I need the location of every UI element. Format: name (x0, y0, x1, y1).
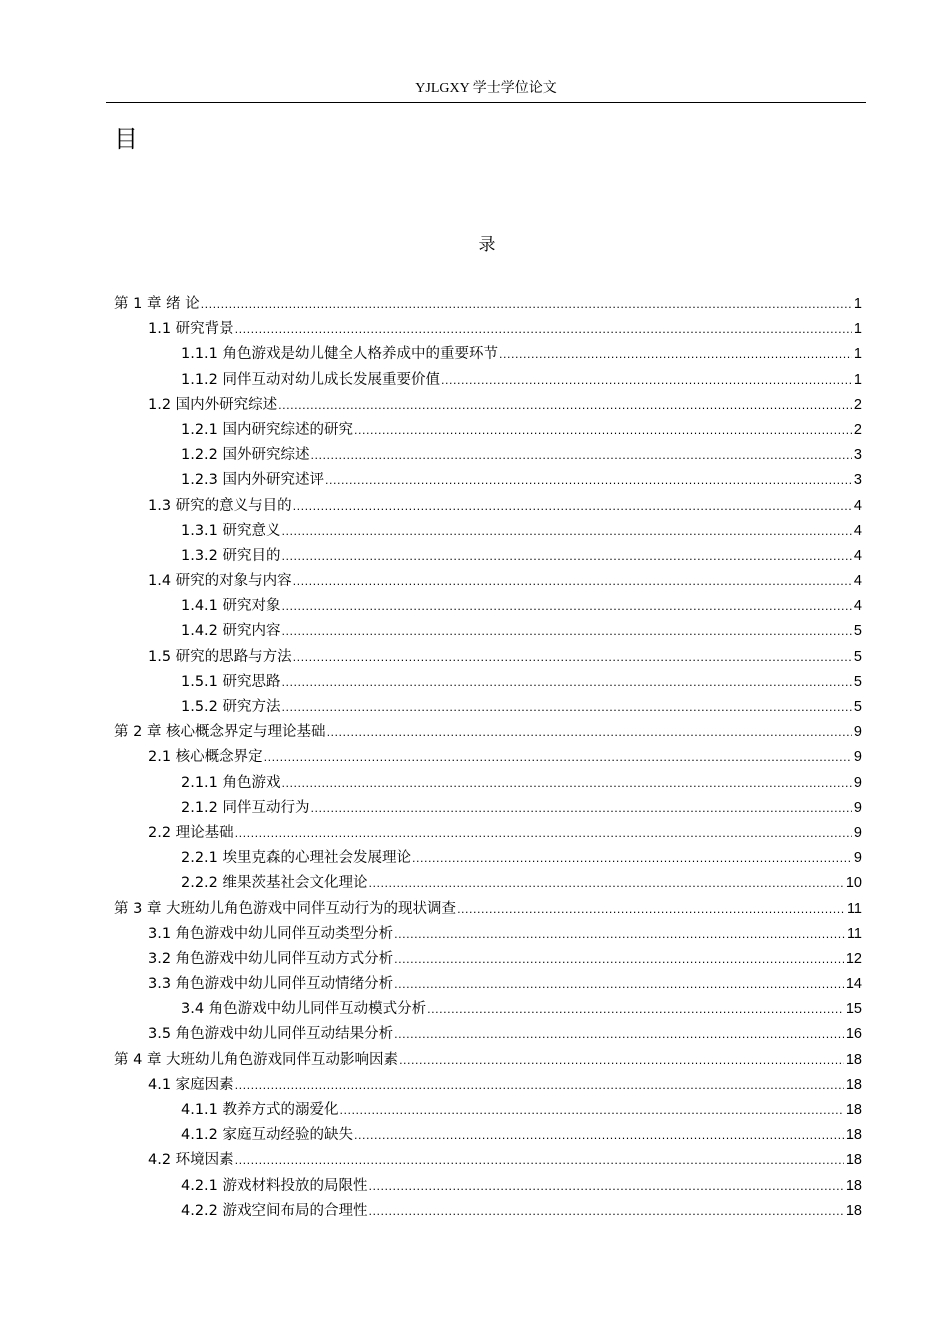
toc-page-number: 16 (845, 1026, 862, 1043)
toc-leader-dots (235, 1073, 844, 1098)
toc-leader-dots (311, 443, 852, 468)
toc-leader-dots (278, 393, 852, 418)
table-of-contents (114, 292, 862, 1224)
toc-entry-title: 1.5.2 研究方法 (181, 699, 281, 715)
toc-leader-dots (201, 292, 852, 317)
toc-entry-title: 1.4 研究的对象与内容 (148, 573, 292, 590)
toc-entry-title: 1.1.1 角色游戏是幼儿健全人格养成中的重要环节 (181, 346, 499, 363)
toc-entry[interactable] (114, 1073, 862, 1098)
toc-entry-title: 1.2.1 国内研究综述的研究 (181, 421, 354, 438)
toc-leader-dots (235, 821, 852, 846)
toc-leader-dots (369, 1174, 844, 1199)
toc-page-number: 4 (853, 497, 862, 514)
toc-entry-title: 1.5.1 研究思路 (181, 673, 281, 690)
toc-entry[interactable] (114, 1098, 862, 1123)
toc-page-number: 9 (853, 824, 862, 841)
toc-entry-title: 2.1.1 角色游戏 (181, 774, 281, 791)
toc-entry[interactable] (114, 292, 862, 317)
toc-entry-title: 4.2.2 游戏空间布局的合理性 (181, 1202, 368, 1219)
toc-page-number: 11 (846, 925, 862, 942)
toc-leader-dots (293, 645, 852, 670)
toc-entry[interactable] (114, 821, 862, 846)
toc-leader-dots (399, 1048, 844, 1073)
toc-entry-title: 第 2 章 核心概念界定与理论基础 (114, 724, 326, 741)
toc-entry-title: 4.2.1 游戏材料投放的局限性 (181, 1177, 368, 1194)
toc-page-number: 1 (853, 296, 862, 312)
toc-entry-title: 4.1 家庭因素 (148, 1076, 234, 1093)
toc-entry-title: 第 1 章 绪 论 (114, 296, 200, 312)
toc-entry[interactable] (114, 670, 862, 695)
toc-entry-title: 3.3 角色游戏中幼儿同伴互动情绪分析 (148, 976, 394, 993)
toc-entry-title: 1.3 研究的意义与目的 (148, 497, 292, 514)
toc-leader-dots (311, 796, 852, 821)
toc-page-number: 9 (853, 850, 862, 867)
toc-entry[interactable] (114, 1199, 862, 1224)
toc-page-number: 18 (845, 1177, 862, 1194)
toc-leader-dots (412, 846, 852, 871)
toc-page-number: 18 (845, 1202, 862, 1219)
toc-entry[interactable] (114, 393, 862, 418)
toc-entry[interactable] (114, 720, 862, 745)
toc-page-number: 9 (853, 724, 862, 741)
toc-page-number: 2 (853, 396, 862, 413)
toc-page-number: 5 (853, 673, 862, 690)
toc-entry-title: 4.2 环境因素 (148, 1152, 234, 1169)
toc-title-second-char: 录 (478, 235, 496, 255)
toc-leader-dots (369, 871, 844, 896)
toc-leader-dots (427, 997, 844, 1022)
toc-page-number: 4 (853, 598, 862, 615)
toc-page-number: 18 (845, 1102, 862, 1118)
toc-entry-title: 1.4.2 研究内容 (181, 623, 281, 640)
toc-page-number: 14 (845, 976, 862, 993)
toc-page-number: 3 (853, 447, 862, 464)
toc-entry[interactable] (114, 1048, 862, 1073)
toc-page-number: 4 (853, 547, 862, 564)
toc-entry-title: 1.1 研究背景 (148, 321, 234, 338)
toc-entry-title: 1.3.1 研究意义 (181, 522, 281, 539)
toc-entry-title: 3.4 角色游戏中幼儿同伴互动模式分析 (181, 1001, 427, 1018)
toc-leader-dots (354, 1123, 844, 1148)
toc-entry-title: 2.1 核心概念界定 (148, 749, 263, 766)
toc-leader-dots (282, 594, 852, 619)
toc-entry[interactable] (114, 519, 862, 544)
toc-entry-title: 1.3.2 研究目的 (181, 547, 281, 564)
toc-entry[interactable] (114, 846, 862, 871)
toc-leader-dots (340, 1098, 844, 1123)
toc-leader-dots (282, 771, 852, 796)
toc-entry[interactable] (114, 317, 862, 342)
toc-leader-dots (282, 695, 852, 720)
toc-leader-dots (457, 897, 845, 922)
toc-entry-title: 4.1.2 家庭互动经验的缺失 (181, 1127, 354, 1144)
toc-entry-title: 1.4.1 研究对象 (181, 598, 281, 615)
toc-leader-dots (394, 947, 844, 972)
toc-entry[interactable] (114, 922, 862, 947)
toc-entry-title: 1.2 国内外研究综述 (148, 396, 278, 413)
toc-entry[interactable] (114, 796, 862, 821)
toc-page-number: 18 (845, 1152, 862, 1169)
toc-entry[interactable] (114, 771, 862, 796)
toc-entry[interactable] (114, 1022, 862, 1047)
toc-entry-title: 2.2.2 维果茨基社会文化理论 (181, 875, 368, 892)
toc-leader-dots (354, 418, 852, 443)
toc-leader-dots (282, 544, 852, 569)
toc-entry[interactable] (114, 443, 862, 468)
toc-entry[interactable] (114, 695, 862, 720)
toc-leader-dots (293, 494, 852, 519)
toc-leader-dots (499, 342, 852, 367)
toc-leader-dots (369, 1199, 844, 1224)
toc-page-number: 18 (845, 1076, 862, 1093)
toc-page-number: 9 (853, 799, 862, 816)
toc-entry-title: 3.1 角色游戏中幼儿同伴互动类型分析 (148, 925, 394, 942)
toc-entry[interactable] (114, 645, 862, 670)
toc-page-number: 15 (845, 1001, 862, 1018)
toc-entry-title: 2.2.1 埃里克森的心理社会发展理论 (181, 850, 412, 867)
toc-leader-dots (282, 619, 852, 644)
toc-page-number: 5 (853, 699, 862, 715)
toc-title-first-char: 目 (114, 125, 138, 153)
toc-page-number: 10 (845, 875, 862, 892)
toc-entry[interactable] (114, 594, 862, 619)
toc-entry-title: 第 3 章 大班幼儿角色游戏中同伴互动行为的现状调查 (114, 900, 457, 917)
toc-page-number: 9 (853, 749, 862, 766)
toc-entry[interactable] (114, 745, 862, 770)
toc-entry[interactable] (114, 1174, 862, 1199)
toc-entry-title: 2.1.2 同伴互动行为 (181, 799, 310, 816)
toc-entry[interactable] (114, 468, 862, 493)
toc-page-number: 1 (853, 346, 862, 363)
toc-page-number: 18 (845, 1051, 862, 1068)
toc-leader-dots (282, 670, 852, 695)
toc-page-number: 2 (853, 421, 862, 438)
toc-entry[interactable] (114, 897, 862, 922)
toc-page-number: 11 (846, 900, 862, 917)
toc-page-number: 5 (853, 623, 862, 640)
toc-page-number: 4 (853, 573, 862, 590)
toc-entry[interactable] (114, 947, 862, 972)
toc-page-number: 5 (853, 648, 862, 665)
toc-entry[interactable] (114, 494, 862, 519)
toc-entry[interactable] (114, 368, 862, 393)
toc-page-number: 1 (853, 321, 862, 338)
toc-page-number: 18 (845, 1127, 862, 1144)
toc-leader-dots (327, 720, 852, 745)
toc-entry[interactable] (114, 342, 862, 367)
toc-entry[interactable] (114, 544, 862, 569)
toc-entry-title: 1.1.2 同伴互动对幼儿成长发展重要价值 (181, 371, 441, 388)
toc-page-number: 12 (845, 950, 862, 967)
toc-page-number: 9 (853, 774, 862, 791)
toc-entry-title: 2.2 理论基础 (148, 824, 234, 841)
header-divider (106, 102, 866, 103)
toc-entry[interactable] (114, 619, 862, 644)
toc-entry[interactable] (114, 972, 862, 997)
toc-entry[interactable] (114, 418, 862, 443)
toc-leader-dots (282, 519, 852, 544)
toc-leader-dots (293, 569, 852, 594)
toc-leader-dots (394, 922, 845, 947)
toc-entry-title: 4.1.1 教养方式的溺爱化 (181, 1102, 339, 1118)
toc-entry[interactable] (114, 1123, 862, 1148)
toc-entry[interactable] (114, 1148, 862, 1173)
toc-entry[interactable] (114, 997, 862, 1022)
page-header: YJLGXY 学士学位论文 (415, 81, 557, 96)
toc-leader-dots (325, 468, 852, 493)
toc-leader-dots (441, 368, 852, 393)
toc-leader-dots (394, 972, 844, 997)
toc-leader-dots (235, 317, 852, 342)
toc-entry-title: 1.2.3 国内外研究述评 (181, 472, 325, 489)
toc-entry-title: 第 4 章 大班幼儿角色游戏同伴互动影响因素 (114, 1051, 399, 1068)
toc-entry[interactable] (114, 871, 862, 896)
toc-page-number: 1 (853, 371, 862, 388)
toc-leader-dots (264, 745, 852, 770)
toc-leader-dots (235, 1148, 844, 1173)
toc-entry-title: 1.2.2 国外研究综述 (181, 447, 310, 464)
toc-entry-title: 3.2 角色游戏中幼儿同伴互动方式分析 (148, 950, 394, 967)
toc-entry[interactable] (114, 569, 862, 594)
toc-entry-title: 1.5 研究的思路与方法 (148, 648, 292, 665)
toc-entry-title: 3.5 角色游戏中幼儿同伴互动结果分析 (148, 1026, 394, 1043)
toc-page-number: 3 (853, 472, 862, 489)
toc-page-number: 4 (853, 522, 862, 539)
toc-leader-dots (394, 1022, 844, 1047)
